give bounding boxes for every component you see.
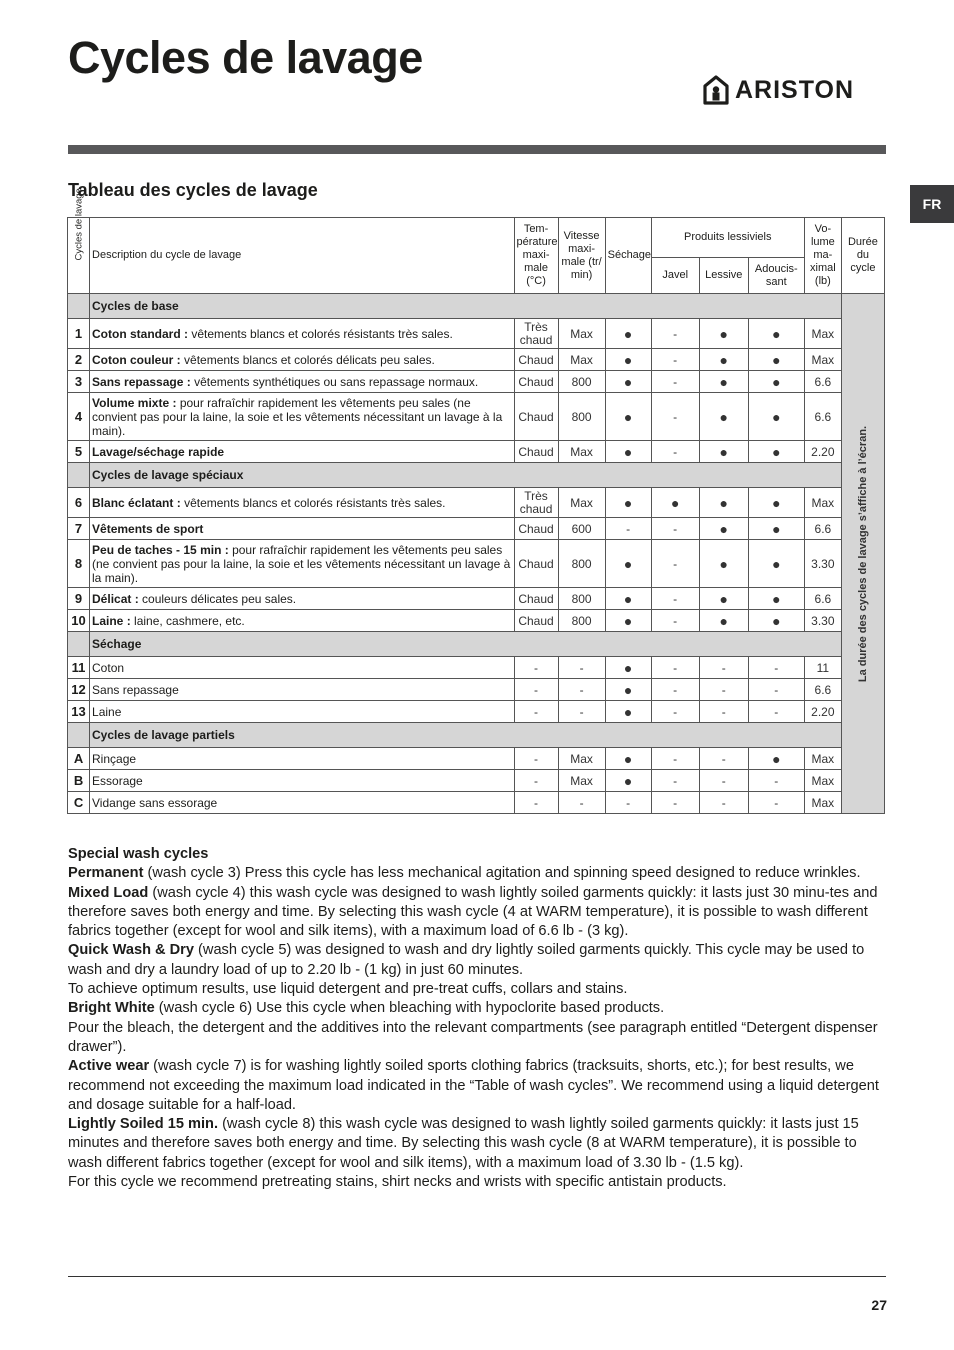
duration-note: La durée des cycles de lavage s’affiche à l’écran.	[841, 294, 884, 814]
cell-drying: -	[605, 792, 651, 814]
cycle-name: Blanc éclatant :	[92, 495, 181, 510]
group-spacer	[68, 723, 90, 748]
cell-drying: ●	[605, 610, 651, 632]
special-paragraph	[68, 1057, 888, 1115]
special-cycle-name: Mixed Load	[68, 884, 149, 901]
cycle-detail: vêtements blancs et colorés délicats peu sales.	[184, 352, 435, 367]
cycle-description	[90, 371, 515, 393]
cell-temperature: -	[514, 679, 558, 701]
special-cycle-name: Quick Wash & Dry	[68, 942, 194, 959]
cycle-detail: vêtements blancs et colorés résistants très sales.	[191, 326, 453, 341]
cell-drying: ●	[605, 701, 651, 723]
cell-bleach: -	[651, 792, 699, 814]
cell-temperature: Chaud	[514, 518, 558, 540]
cell-detergent: ●	[699, 610, 748, 632]
header-duration: Durée du cycle	[841, 218, 884, 294]
cell-drying: ●	[605, 770, 651, 792]
group-spacer	[68, 463, 90, 488]
special-paragraph	[68, 999, 888, 1018]
table-row	[68, 679, 885, 701]
header-softener: Adoucis- sant	[748, 258, 804, 294]
cell-softener: -	[748, 679, 804, 701]
special-cycle-text: (wash cycle 4) this wash cycle was designed to wash lightly soiled garments quickly: it lasts just 30 minu-tes and therefore saves both energy and time. By selecting this wash cycle (4 at WARM temperature), it is possible to wash different fabrics together (except for wool and silk items), with a maximum load of 6.6 lb - (3 kg).	[68, 884, 878, 940]
header-temperature: Tem- pérature maxi- male (°C)	[514, 218, 558, 294]
cell-drying: ●	[605, 371, 651, 393]
cell-detergent: -	[699, 770, 748, 792]
cycle-detail: pour rafraîchir rapidement les vêtements peu sales (ne convient pas pour la laine, la soie et les vêtements nécessitant un lavage à la main).	[92, 395, 503, 438]
cycle-number: B	[68, 770, 90, 792]
table-row	[68, 441, 885, 463]
cell-speed: -	[558, 679, 605, 701]
table-row	[68, 518, 885, 540]
cell-speed: Max	[558, 349, 605, 371]
special-cycle-text: (wash cycle 3) Press this cycle has less mechanical agitation and spinning speed designed to reduce wrinkles.	[143, 865, 861, 882]
cell-temperature: -	[514, 792, 558, 814]
cell-speed: Max	[558, 319, 605, 349]
cell-bleach: -	[651, 393, 699, 441]
cycle-name: Laine :	[92, 613, 131, 628]
group-row	[68, 294, 885, 319]
cycle-description	[90, 518, 515, 540]
group-label: Cycles de lavage partiels	[90, 723, 842, 748]
cell-bleach: -	[651, 748, 699, 770]
cell-softener: -	[748, 792, 804, 814]
special-paragraph	[68, 941, 888, 980]
cycle-number: 4	[68, 393, 90, 441]
cell-bleach: -	[651, 610, 699, 632]
special-paragraph	[68, 1019, 888, 1058]
table-row	[68, 488, 885, 518]
special-cycle-text: To achieve optimum results, use liquid detergent and pre-treat cuffs, collars and stains.	[68, 981, 628, 998]
cell-volume: 3.30	[804, 540, 841, 588]
cell-volume: 6.6	[804, 679, 841, 701]
cell-bleach: -	[651, 319, 699, 349]
cell-detergent: -	[699, 748, 748, 770]
cell-speed: Max	[558, 488, 605, 518]
page-title: Cycles de lavage	[68, 32, 423, 83]
cell-drying: ●	[605, 441, 651, 463]
cell-temperature: Chaud	[514, 610, 558, 632]
cell-detergent: ●	[699, 540, 748, 588]
cell-detergent: -	[699, 701, 748, 723]
cell-volume: Max	[804, 748, 841, 770]
brand-name: ARISTON	[735, 75, 855, 104]
special-cycle-name: Bright White	[68, 1000, 155, 1017]
cell-volume: 3.30	[804, 610, 841, 632]
table-row	[68, 393, 885, 441]
header-cycle: Cycles de lavage	[68, 218, 90, 294]
cell-softener: -	[748, 657, 804, 679]
header-drying: Séchage	[605, 218, 651, 294]
table-row	[68, 588, 885, 610]
cycle-number: 2	[68, 349, 90, 371]
cell-detergent: ●	[699, 488, 748, 518]
group-row	[68, 463, 885, 488]
cell-bleach: -	[651, 770, 699, 792]
cell-temperature: Très chaud	[514, 488, 558, 518]
cell-softener: ●	[748, 371, 804, 393]
cycle-number: 13	[68, 701, 90, 723]
group-row	[68, 723, 885, 748]
cycle-name: Sans repassage :	[92, 374, 191, 389]
group-label: Séchage	[90, 632, 842, 657]
cycle-name: Volume mixte :	[92, 395, 177, 410]
cell-drying: ●	[605, 748, 651, 770]
cycle-name: Délicat :	[92, 591, 139, 606]
cell-temperature: -	[514, 748, 558, 770]
cell-speed: -	[558, 657, 605, 679]
group-spacer	[68, 294, 90, 319]
special-heading: Special wash cycles	[68, 846, 209, 862]
special-paragraph	[68, 1115, 888, 1173]
cell-drying: ●	[605, 393, 651, 441]
cell-temperature: Chaud	[514, 588, 558, 610]
cell-temperature: Chaud	[514, 349, 558, 371]
cell-temperature: -	[514, 770, 558, 792]
header-products: Produits lessiviels	[651, 218, 804, 258]
cycle-description	[90, 657, 515, 679]
cell-softener: ●	[748, 748, 804, 770]
cell-bleach: -	[651, 679, 699, 701]
cell-temperature: Très chaud	[514, 319, 558, 349]
cell-detergent: ●	[699, 588, 748, 610]
cell-softener: -	[748, 701, 804, 723]
cell-temperature: -	[514, 657, 558, 679]
table-body	[68, 294, 885, 814]
cell-detergent: ●	[699, 319, 748, 349]
table-row	[68, 657, 885, 679]
cell-drying: ●	[605, 588, 651, 610]
cycle-name: Laine	[92, 704, 122, 719]
cell-detergent: ●	[699, 441, 748, 463]
cell-bleach: -	[651, 588, 699, 610]
cell-drying: -	[605, 518, 651, 540]
header-volume: Vo- lume ma- ximal (lb)	[804, 218, 841, 294]
cell-softener: -	[748, 770, 804, 792]
group-row	[68, 632, 885, 657]
special-paragraph	[68, 980, 888, 999]
special-cycle-name: Active wear	[68, 1058, 150, 1075]
cell-detergent: -	[699, 792, 748, 814]
cell-speed: 800	[558, 393, 605, 441]
cell-detergent: -	[699, 657, 748, 679]
cell-detergent: -	[699, 679, 748, 701]
cycle-detail: vêtements blancs et colorés résistants très sales.	[184, 495, 446, 510]
cell-volume: Max	[804, 792, 841, 814]
cycle-description	[90, 488, 515, 518]
cell-speed: 800	[558, 588, 605, 610]
cycle-detail: pour rafraîchir rapidement les vêtements peu sales (ne convient pas pour la laine, la soie et les vêtements nécessitant un lavage à la main).	[92, 542, 511, 585]
special-cycle-text: (wash cycle 5) was designed to wash and dry lightly soiled garments quickly. This cycle may be used to wash and dry a laundry load of up to 2.20 lb - (1 kg) in just 60 minutes.	[68, 942, 865, 978]
special-cycle-name: Lightly Soiled 15 min.	[68, 1116, 219, 1133]
special-paragraph	[68, 864, 888, 883]
table-row	[68, 610, 885, 632]
cycle-description	[90, 792, 515, 814]
cell-detergent: ●	[699, 518, 748, 540]
group-label: Cycles de base	[90, 294, 842, 319]
cell-temperature: Chaud	[514, 540, 558, 588]
cycle-name: Peu de taches - 15 min :	[92, 542, 229, 557]
special-cycle-text: Pour the bleach, the detergent and the additives into the relevant compartments (see paragraph entitled “Detergent dispenser drawer”).	[68, 1019, 878, 1055]
header-detergent: Lessive	[699, 258, 748, 294]
cell-speed: -	[558, 701, 605, 723]
group-label: Cycles de lavage spéciaux	[90, 463, 842, 488]
table-row	[68, 792, 885, 814]
brand-logo	[703, 74, 854, 106]
cell-speed: Max	[558, 441, 605, 463]
cycle-name: Sans repassage	[92, 682, 179, 697]
special-cycles	[68, 845, 888, 1192]
cycle-description	[90, 441, 515, 463]
special-cycle-text: (wash cycle 7) is for washing lightly soiled sports clothing fabrics (tracksuits, shorts, etc.); for best results, we recommend not exceeding the maximum load indicated in the “Table of wash cycles”. We recommend using a liquid detergent and dosage suitable for a half-load.	[68, 1058, 879, 1113]
cycle-number: 5	[68, 441, 90, 463]
cycle-number: A	[68, 748, 90, 770]
cycle-name: Coton couleur :	[92, 352, 181, 367]
cycle-description	[90, 349, 515, 371]
cell-volume: 6.6	[804, 588, 841, 610]
table-row	[68, 371, 885, 393]
section-title: Tableau des cycles de lavage	[68, 180, 318, 200]
cell-detergent: ●	[699, 349, 748, 371]
special-paragraph	[68, 884, 888, 942]
special-paragraphs	[68, 864, 888, 1192]
cycle-detail: laine, cashmere, etc.	[134, 613, 245, 628]
footer-divider	[68, 1276, 886, 1277]
special-cycle-text: (wash cycle 6) Use this cycle when bleaching with hypoclorite based products.	[154, 1000, 665, 1017]
cell-volume: Max	[804, 488, 841, 518]
cycle-name: Essorage	[92, 773, 143, 788]
cell-drying: ●	[605, 488, 651, 518]
cell-volume: 6.6	[804, 518, 841, 540]
cell-bleach: -	[651, 657, 699, 679]
cell-softener: ●	[748, 319, 804, 349]
cell-softener: ●	[748, 349, 804, 371]
house-icon	[703, 75, 729, 105]
header-description: Description du cycle de lavage	[90, 218, 515, 294]
cell-speed: 800	[558, 610, 605, 632]
table-row	[68, 540, 885, 588]
cell-drying: ●	[605, 679, 651, 701]
cell-drying: ●	[605, 319, 651, 349]
cell-softener: ●	[748, 393, 804, 441]
cycle-name: Lavage/séchage rapide	[92, 444, 225, 459]
cycle-number: 11	[68, 657, 90, 679]
cell-temperature: Chaud	[514, 441, 558, 463]
cell-volume: 6.6	[804, 371, 841, 393]
cell-detergent: ●	[699, 393, 748, 441]
cell-softener: ●	[748, 610, 804, 632]
cell-bleach: -	[651, 518, 699, 540]
cycle-detail: vêtements synthétiques ou sans repassage normaux.	[194, 374, 479, 389]
group-spacer	[68, 632, 90, 657]
cell-speed: 600	[558, 518, 605, 540]
cell-bleach: -	[651, 371, 699, 393]
cell-volume: 6.6	[804, 393, 841, 441]
special-cycle-text: For this cycle we recommend pretreating stains, shirt necks and wrists with specific antistain products.	[68, 1174, 727, 1191]
cell-speed: Max	[558, 748, 605, 770]
cycle-name: Vidange sans essorage	[92, 795, 218, 810]
cell-bleach: -	[651, 441, 699, 463]
cell-drying: ●	[605, 540, 651, 588]
cycle-description	[90, 770, 515, 792]
cell-volume: Max	[804, 770, 841, 792]
cycle-name: Rinçage	[92, 751, 137, 766]
cell-softener: ●	[748, 488, 804, 518]
cell-bleach: -	[651, 349, 699, 371]
table-row	[68, 748, 885, 770]
cell-temperature: Chaud	[514, 393, 558, 441]
header-bleach: Javel	[651, 258, 699, 294]
cell-bleach: -	[651, 701, 699, 723]
cycle-number: 10	[68, 610, 90, 632]
cycle-number: 1	[68, 319, 90, 349]
header-speed: Vitesse maxi- male (tr/ min)	[558, 218, 605, 294]
cycle-name: Coton standard :	[92, 326, 189, 341]
cycle-description	[90, 319, 515, 349]
cycle-number: 8	[68, 540, 90, 588]
cycle-number: C	[68, 792, 90, 814]
cycle-number: 9	[68, 588, 90, 610]
page-number: 27	[871, 1297, 887, 1313]
special-cycle-name: Permanent	[68, 865, 144, 882]
cycle-description	[90, 701, 515, 723]
cell-volume: 11	[804, 657, 841, 679]
cycle-number: 12	[68, 679, 90, 701]
cell-speed: -	[558, 792, 605, 814]
cell-softener: ●	[748, 518, 804, 540]
cell-softener: ●	[748, 588, 804, 610]
cycle-number: 3	[68, 371, 90, 393]
cycle-number: 7	[68, 518, 90, 540]
cell-volume: 2.20	[804, 441, 841, 463]
cell-speed: 800	[558, 371, 605, 393]
cycle-name: Coton	[92, 660, 125, 675]
table-row	[68, 349, 885, 371]
cycle-description	[90, 610, 515, 632]
special-cycle-text: (wash cycle 8) this wash cycle was designed to wash lightly soiled garments quickly: it lasts just 15 minutes and therefore saves both energy and time. By selecting this wash cycle (8 at WARM temperature), it is possible to wash different fabrics together (except for wool and silk items), with a maximum load of 3.30 lb - (1.5 kg).	[68, 1116, 859, 1171]
cycle-name: Vêtements de sport	[92, 521, 204, 536]
cycle-description	[90, 588, 515, 610]
special-paragraph	[68, 1173, 888, 1192]
cell-drying: ●	[605, 349, 651, 371]
cell-bleach: -	[651, 540, 699, 588]
cell-temperature: Chaud	[514, 371, 558, 393]
cell-volume: Max	[804, 349, 841, 371]
cell-bleach: ●	[651, 488, 699, 518]
table-row	[68, 701, 885, 723]
cycle-detail: couleurs délicates peu sales.	[142, 591, 297, 606]
cycle-description	[90, 748, 515, 770]
title-divider	[68, 145, 886, 154]
table-row	[68, 319, 885, 349]
cell-detergent: ●	[699, 371, 748, 393]
cell-volume: Max	[804, 319, 841, 349]
language-tab: FR	[910, 185, 954, 223]
cell-softener: ●	[748, 441, 804, 463]
cycle-description	[90, 679, 515, 701]
cell-drying: ●	[605, 657, 651, 679]
cell-volume: 2.20	[804, 701, 841, 723]
cycle-description	[90, 540, 515, 588]
cell-speed: Max	[558, 770, 605, 792]
cell-speed: 800	[558, 540, 605, 588]
cycle-description	[90, 393, 515, 441]
table-row	[68, 770, 885, 792]
cycle-number: 6	[68, 488, 90, 518]
cell-softener: ●	[748, 540, 804, 588]
cell-temperature: -	[514, 701, 558, 723]
